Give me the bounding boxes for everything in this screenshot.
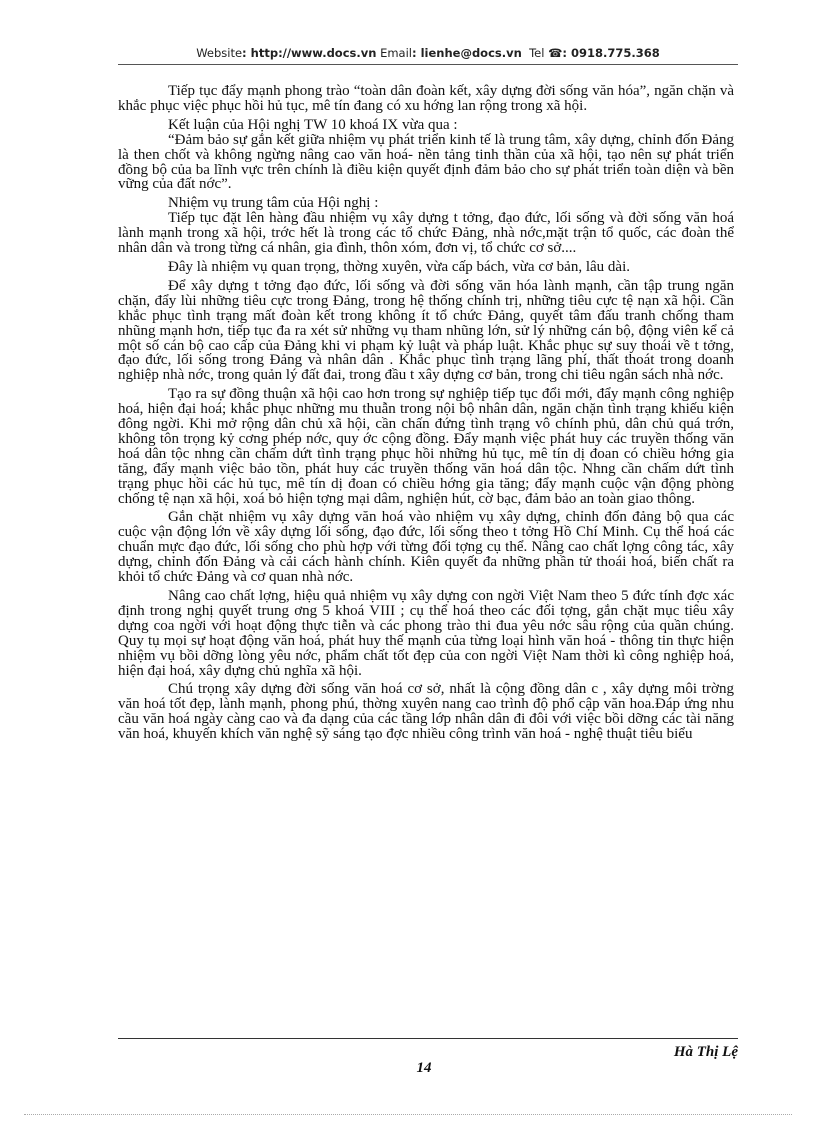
paragraph: Đây là nhiệm vụ quan trọng, thờng xuyên, vừa cấp bách, vừa cơ bản, lâu dài. — [168, 258, 630, 275]
quotation-paragraph: “Đảm bảo sự gắn kết giữa nhiệm vụ phát triển kinh tế là trung tâm, xây dựng, chỉnh đốn Đảng là then chốt và không ngừng nâng cao văn hoá- nền tảng tinh thần của xã hội, tạo nên sự phát triển đồng bộ của ba lĩnh vực trên chính là điều kiện quyết định đảm bảo cho sự phát triển toàn diện và bền vững của đất nớc”. — [118, 131, 734, 193]
paragraph: Tiếp tục đẩy mạnh phong trào “toàn dân đoàn kết, xây dựng đời sống văn hóa”, ngăn chặn và khắc phục việc phục hồi hủ tục, mê tín đang có xu hớng lan rộng trong xã hội. — [118, 83, 734, 114]
page-header — [118, 46, 738, 65]
paragraph: Tạo ra sự đồng thuận xã hội cao hơn trong sự nghiệp tiếp tục đổi mới, đẩy mạnh công nghiệp hoá, hiện đại hoá; khắc phục những mu thuẫn trong nội bộ nhân dân, ngăn chặn tình trạng khiếu kiện đông ngời. Khi mở rộng dân chủ xã hội, cần chấn đứng tình trạng vô chính phủ, dân chủ quá trớn, không tôn trọng kỷ cơng phép nớc, quy ớc cộng đồng. Đẩy mạnh việc phát huy các truyền thống văn hoá dân tộc nhng cần chấm dứt tình trạng phục hồi những hủ tục, mê tín dị đoan có chiều hớng gia tăng, đẩy mạnh việc bảo tồn, phát huy các truyền thống văn hoá dân tộc. Nhng cần chấm dứt tình trạng phục hồi các hủ tục, mê tín dị đoan có chiều hớng gia tăng; đẩy mạnh cuộc vận động phòng chống tệ nạn xã hội, xoá bỏ hiện tợng mại dâm, nghiện hút, cờ bạc, đảm bảo an toàn giao thông. — [118, 386, 734, 507]
email-label: Email — [380, 46, 412, 60]
website-label: Website — [196, 46, 243, 60]
paragraph: Tiếp tục đặt lên hàng đầu nhiệm vụ xây dựng t tởng, đạo đức, lối sống và đời sống văn hoá lành mạnh trong xã hội, trớc hết là trong các tổ chức Đảng, nhà nớc,mặt trận tổ quốc, các đoàn thể nhân dân và trong từng cá nhân, gia đình, thôn xóm, đơn vị, tổ chức cơ sở.... — [118, 210, 734, 257]
paragraph: Nhiệm vụ trung tâm của Hội nghị : — [168, 195, 379, 212]
page-number: 14 — [416, 1060, 432, 1076]
paragraph: Nâng cao chất lợng, hiệu quả nhiệm vụ xây dựng con ngời Việt Nam theo 5 đức tính đợc xác định trong nghị quyết trung ơng 5 khoá VIII ; cụ thể hoá theo các đối tợng, gắn chặt mục tiêu xây dựng coa ngời với hoạt động thực tiễn và các phong trào thi đua yêu nớc sâu rộng của quần chúng. Quy tụ mọi sự hoạt động văn hoá, phát huy thế mạnh của từng loại hình văn hoá - thông tin thực hiện nhiệm vụ bồi dỡng lòng yêu nớc, phẩm chất tốt đẹp của con ngời Việt Nam thời kì công nghiệp hoá, hiện đại hoá, xây dựng chủ nghĩa xã hội. — [118, 588, 734, 679]
phone-label: Tel — [529, 46, 549, 60]
footer-author: Hà Thị Lệ — [673, 1044, 738, 1060]
page-bottom-border — [24, 1114, 792, 1115]
document-body — [118, 84, 734, 742]
phone-number: ☎: 0918.775.368 — [548, 46, 660, 60]
email-address[interactable]: : lienhe@docs.vn — [411, 46, 522, 60]
footer-divider — [118, 1038, 738, 1039]
paragraph: Kết luận của Hội nghị TW 10 khoá IX vừa qua : — [168, 116, 458, 133]
paragraph: Chú trọng xây dựng đời sống văn hoá cơ sở, nhất là cộng đồng dân c , xây dựng môi trờng văn hoá tốt đẹp, lành mạnh, phong phú, thờng xuyên nang cao trình độ phổ cập văn hoa.Đáp ứng nhu cầu văn hoá ngày càng cao và đa dạng của các tầng lớp nhân dân đi đôi với việc bồi dỡng các tài năng văn hoá, khuyến khích văn nghệ sỹ sáng tạo đợc nhiều công trình văn hoá - nghệ thuật tiêu biểu — [118, 681, 734, 743]
paragraph: Gắn chặt nhiệm vụ xây dựng văn hoá vào nhiệm vụ xây dựng, chỉnh đốn đảng bộ qua các cuộc vận động lớn về xây dựng lối sống, đạo đức, lối sống theo t tởng Hồ Chí Minh. Cụ thể hoá các chuẩn mực đạo đức, lối sống cho phù hợp với từng đối tợng cụ thể. Nâng cao chất lợng công tác, xây dựng, chỉnh đốn Đảng và cải cách hành chính. Kiên quyết đa những phần tử thoái hoá, biến chất ra khỏi tổ chức Đảng và cơ quan nhà nớc. — [118, 509, 734, 586]
website-url[interactable]: : http://www.docs.vn — [242, 46, 377, 60]
paragraph: Để xây dựng t tởng đạo đức, lối sống và đời sống văn hóa lành mạnh, cần tập trung ngăn chặn, đẩy lùi những tiêu cực trong Đảng, trong hệ thống chính trị, những tiêu cực tệ nạn xã hội. Cần khắc phục tình trạng mất đoàn kết trong không ít tổ chức Đảng, quyết tâm đấu tranh chống tham nhũng mạnh hơn, tiếp tục đa ra xét sử những vụ tham nhũng lớn, sử lý những cán bộ, động viên kể cả một số cán bộ cao cấp của Đảng khi vi phạm kỷ luật và pháp luật. Khắc phục sự suy thoái về t tởng, đạo đức, lối sống trong Đảng và nhân dân . Khắc phục tình trạng lãng phí, thất thoát trong doanh nghiệp nhà nớc, trong quản lý đất đai, trong đầu t xây dựng cơ bản, trong chi tiêu ngân sách nhà nớc. — [118, 277, 734, 384]
